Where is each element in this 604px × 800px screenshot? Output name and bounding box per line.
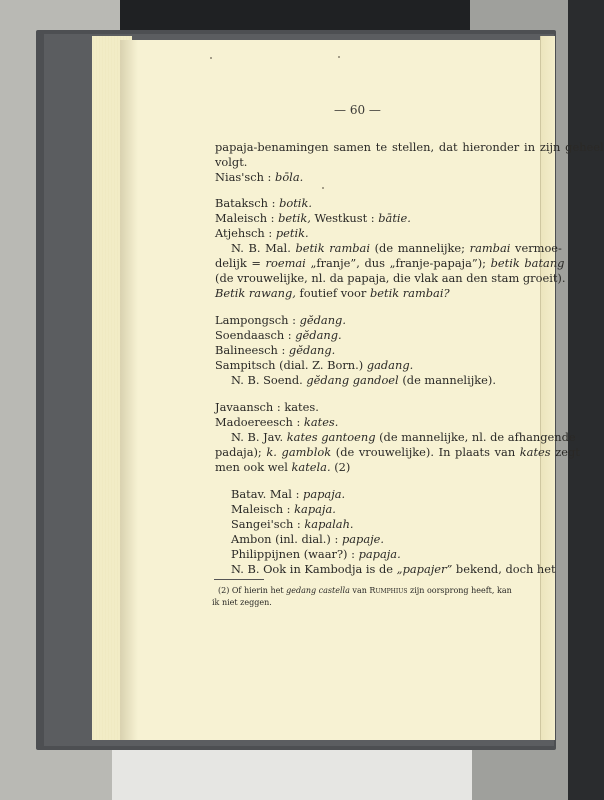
text-line [215,226,309,241]
word: gĕdang. [295,328,342,342]
tissue-paper [112,748,472,800]
language-label: Balineesch : [215,343,286,357]
language-label: Soendaasch : [215,328,292,342]
text-line [215,256,564,271]
text-line: papaja-benamingen samen te stellen, dat hieronder in zijn geheel [215,140,604,154]
text-line [231,373,496,388]
word: betik batang [490,256,565,270]
text-line [215,313,346,328]
word: „papajer” [396,562,453,576]
text-line [215,445,580,460]
word: papaje. [341,532,385,546]
word: kapalah. [304,517,354,531]
word: bōla. [275,170,304,184]
word: kates gantoeng [286,430,376,444]
text-span: (de mannelijke). [402,373,496,387]
text-span: padaja); [215,445,262,459]
text-line [231,547,401,562]
text-line [231,532,384,547]
text-span: N. B. Ook in Kambodja is de [231,562,394,576]
word: gĕdang. [288,343,336,357]
text-span: foutief voor [299,286,367,300]
language-label: Atjehsch : [215,226,273,240]
text-line [215,343,335,358]
footnote-rule [214,579,264,580]
word: katela. [291,460,331,474]
speck [338,56,340,58]
text-span: vermoe- [515,241,562,255]
text-line [215,400,319,415]
text-line [231,241,562,256]
language-label: Nias'sch : [215,170,272,184]
language-label: Westkust : [314,211,375,225]
note-prefix: N. B. Soend. [231,373,303,387]
text-line [231,502,336,517]
text-line: (de vrouwelijke, nl. da papaja, die vlak aan den stam groeit). [215,271,566,285]
text-line [231,487,345,502]
word: petik. [275,226,309,240]
text-line [231,430,576,445]
text-span: delijk = [215,256,261,270]
word: roemai [265,256,306,270]
text-line [215,358,413,373]
text-span: „franje”, dus „franje-papaja”); [310,256,486,270]
word: k. gamblok [266,445,332,459]
word: kates. [303,415,339,429]
word: betik rambai [295,241,370,255]
language-label: Ambon (inl. dial.) : [231,532,339,546]
language-label: Madoereesch : [215,415,301,429]
note-prefix: N. B. Jav. [231,430,284,444]
language-label: Batav. Mal : [231,487,300,501]
word: papaja. [303,487,346,501]
gutter-shadow [120,40,138,740]
footnote-line: ik niet zeggen. [212,598,272,607]
text-line: volgt. [215,155,248,169]
word: gĕdang. [299,313,346,327]
text-line [215,170,303,185]
text-span: zijn oorsprong heeft, kan [410,586,512,595]
word: kates [519,445,551,459]
language-label: Bataksch : [215,196,276,210]
word: Betik rawang, [215,286,296,300]
language-label: Philippijnen (waar?) : [231,547,355,561]
word: bātie. [378,211,411,225]
word: gedang castella [286,586,350,595]
speck [210,57,212,59]
text-line [215,415,338,430]
text-span: (de mannelijke, nl. de afhangende [379,430,576,444]
language-label: Maleisch : [215,211,275,225]
text-line [215,328,342,343]
language-label: Sampitsch (dial. Z. Born.) [215,358,364,372]
word: rambai [469,241,511,255]
text-span: bekend, doch het [455,562,556,576]
text-line [215,286,450,301]
language-label: Sangei'sch : [231,517,301,531]
text-line [215,196,312,211]
text-span: (de mannelijke; [374,241,466,255]
word: betik, [278,211,311,225]
text-span: men ook wel [215,460,288,474]
speck [322,187,324,189]
word: gadang. [366,358,414,372]
language-label: Javaansch : kates. [215,400,319,414]
language-label: Lampongsch : [215,313,296,327]
text-line [231,562,556,577]
footnote-ref: (2) [334,460,351,474]
language-label: Maleisch : [231,502,291,516]
word: kapaja. [294,502,336,516]
author-name: Rumphius [369,586,408,595]
word: papaja. [358,547,401,561]
text-line [215,460,350,475]
note-prefix: N. B. Mal. [231,241,291,255]
page-number: — 60 — [334,103,381,117]
word: botik. [279,196,312,210]
text-span: (de vrouwelijke). In plaats van [335,445,516,459]
footnote-line [218,585,512,597]
word: betik rambai? [369,286,450,300]
text-span: van [352,586,367,595]
text-line [231,517,354,532]
text-line [215,211,411,226]
word: gĕdang gandoel [306,373,399,387]
text-span: zegt [555,445,580,459]
text-span: (2) Of hierin het [218,586,284,595]
